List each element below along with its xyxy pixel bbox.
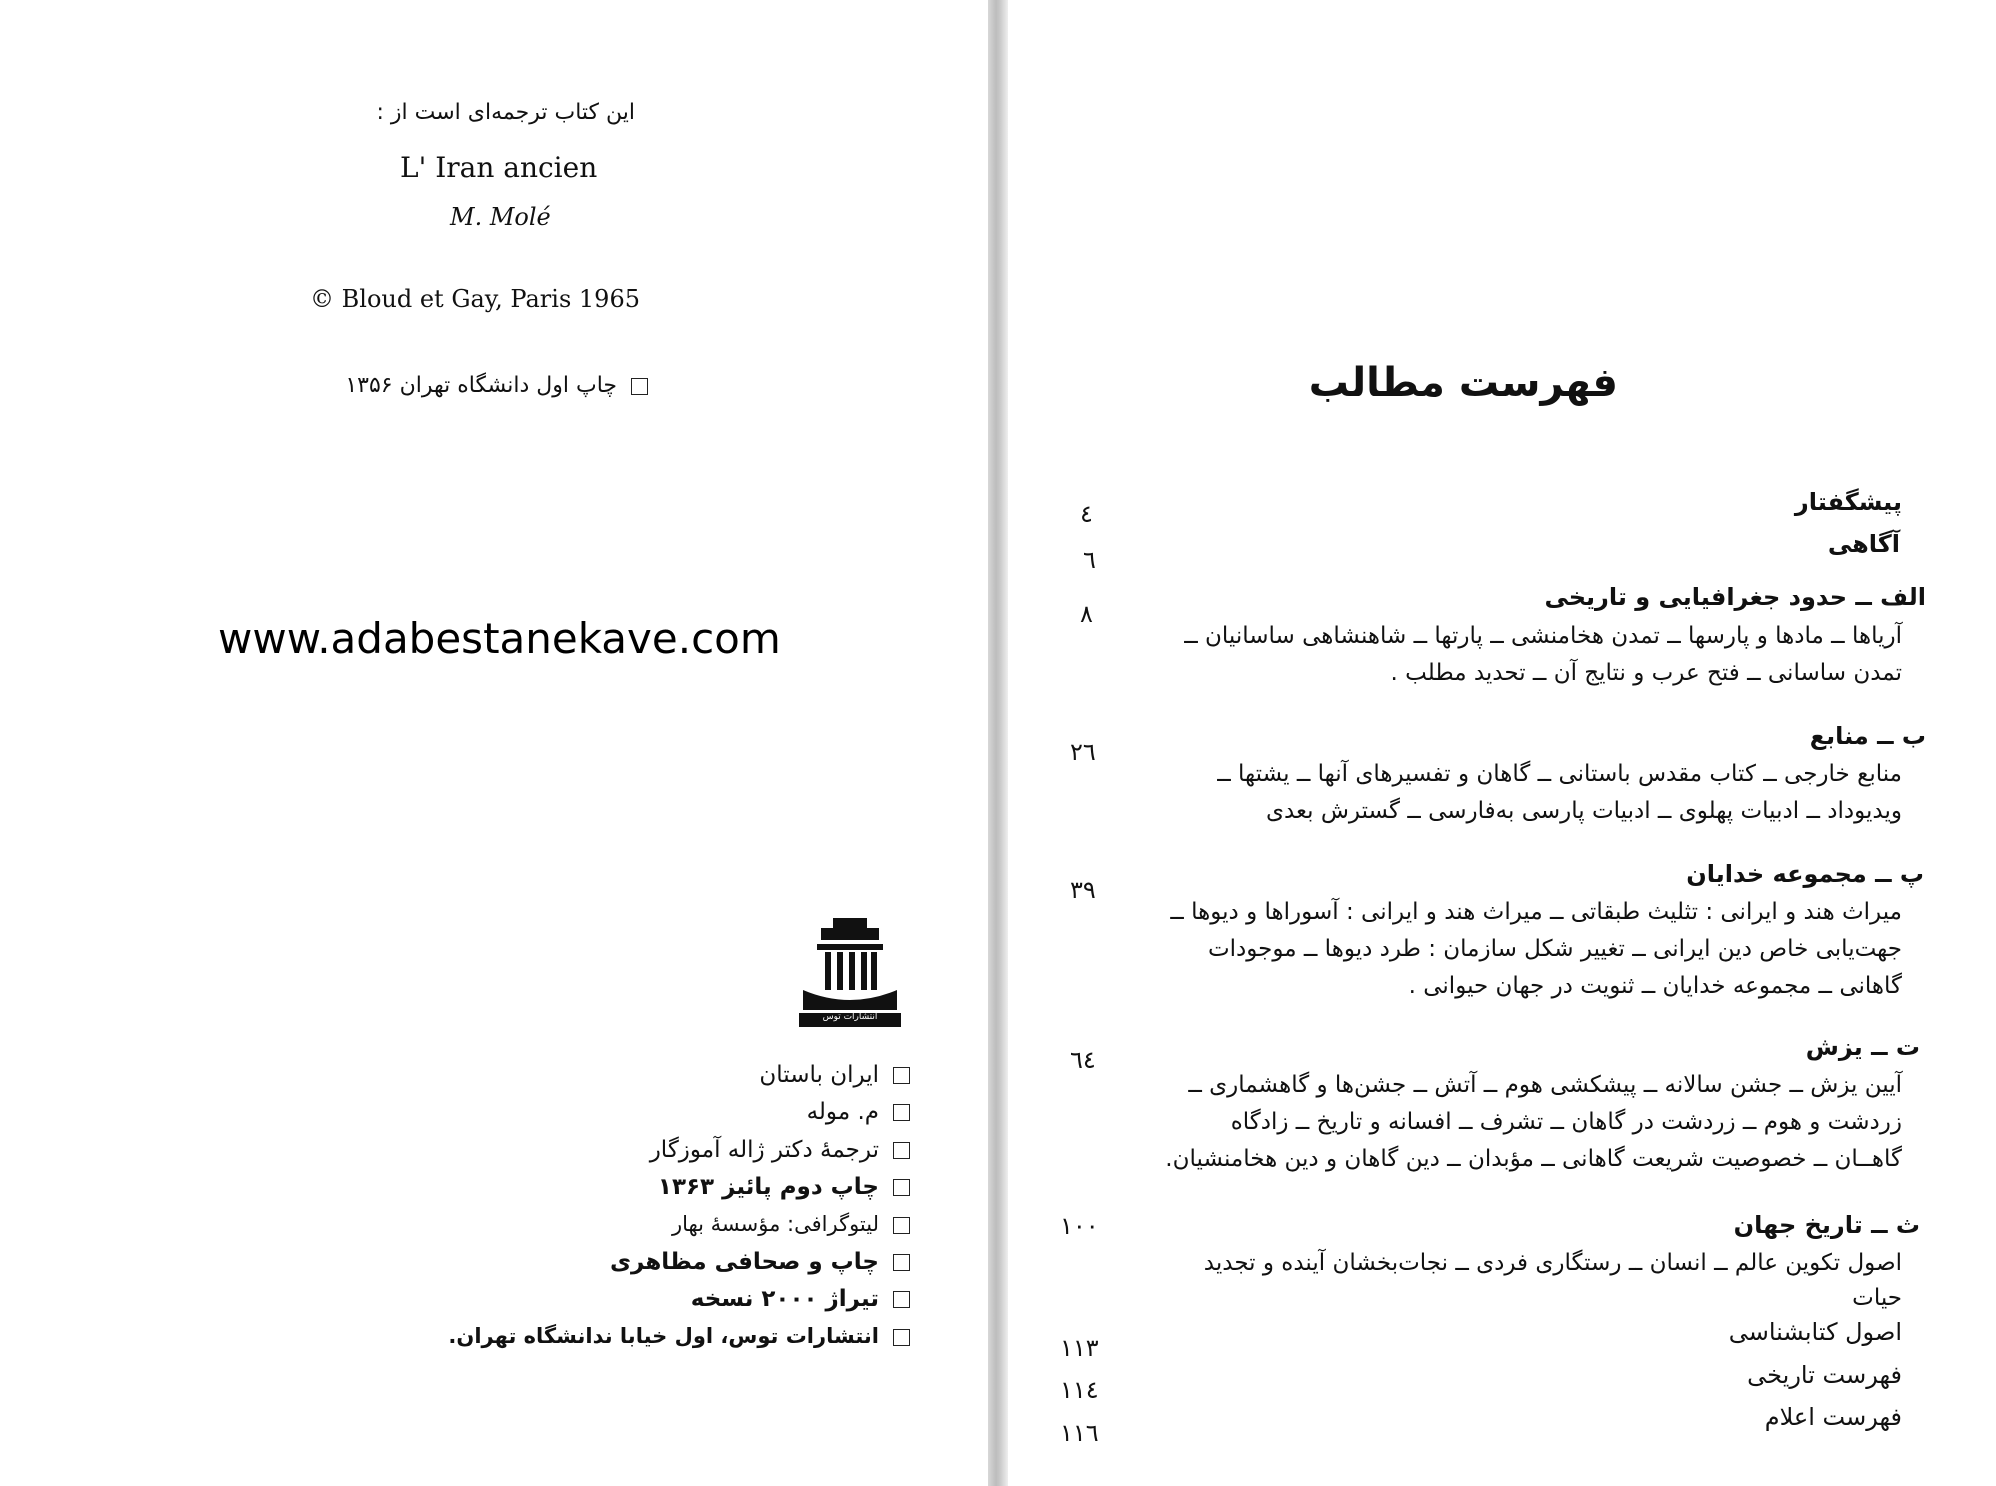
- checkbox-icon: [893, 1217, 910, 1234]
- checkbox-icon: [893, 1254, 910, 1271]
- toc-subline: تمدن ساسانی ــ فتح عرب و نتایج آن ــ تحدید مطلب .: [1390, 660, 1902, 686]
- toc-subline: حیات: [1852, 1285, 1902, 1311]
- toc-page-number: ۱۱٤: [1060, 1376, 1099, 1404]
- toc-page-number: ٨: [1080, 600, 1093, 628]
- checkbox-icon: [893, 1142, 910, 1159]
- publisher-logo-text: انتشارات توس: [822, 1012, 878, 1022]
- checkbox-icon: [893, 1329, 910, 1346]
- toc-subline: میراث هند و ایرانی : تثلیث طبقاتی ــ میراث هند و ایرانی : آسوراها و دیوها ــ: [1170, 899, 1902, 925]
- toc-heading: پ ــ مجموعه خدایان: [1686, 860, 1924, 888]
- original-title: L' Iran ancien: [400, 151, 598, 184]
- colophon-line: چاپ دوم پائیز ۱۳۶۳: [658, 1174, 910, 1200]
- toc-page-number: ۱۰۰: [1060, 1212, 1099, 1240]
- colophon: [300, 1062, 910, 1372]
- watermark-url: www.adabestanekave.com: [218, 614, 781, 663]
- toc-heading: آگاهی: [1827, 530, 1900, 558]
- toc-heading: ث ــ تاریخ جهان: [1733, 1211, 1920, 1239]
- toc-page-number: ۱۱۳: [1060, 1334, 1099, 1362]
- checkbox-icon: [893, 1104, 910, 1121]
- toc-title: فهرست مطالب: [1308, 360, 1618, 406]
- toc-subline: گاهانی ــ مجموعه خدایان ــ ثنویت در جهان حیوانی .: [1408, 973, 1902, 999]
- toc-subline: گاهــان ــ خصوصیت شریعت گاهانی ــ مؤبدان ــ دین گاهان و دین هخامنشیان.: [1165, 1146, 1902, 1172]
- book-gutter: [988, 0, 1008, 1486]
- toc-page-number: ۲٦: [1070, 738, 1096, 766]
- copyright-line: © Bloud et Gay, Paris 1965: [310, 285, 640, 313]
- colophon-line: م. موله: [807, 1099, 910, 1125]
- checkbox-icon: [893, 1067, 910, 1084]
- toc-heading: پیشگفتار: [1794, 488, 1902, 516]
- toc-page-number: ۱۱٦: [1060, 1419, 1099, 1447]
- toc-subline: منابع خارجی ــ کتاب مقدس باستانی ــ گاهان و تفسیرهای آنها ــ یشتها ــ: [1217, 761, 1902, 787]
- checkbox-icon: [893, 1291, 910, 1308]
- toc-subline: زردشت و هوم ــ زردشت در گاهان ــ تشرف ــ افسانه و تاریخ ــ زادگاه: [1230, 1109, 1902, 1135]
- first-print-line: [345, 373, 648, 398]
- original-author: M. Molé: [450, 203, 551, 231]
- left-page: [0, 0, 988, 1486]
- toc-heading: ب ــ منابع: [1809, 722, 1926, 750]
- first-print-text: چاپ اول دانشگاه تهران ۱۳۵۶: [345, 373, 617, 398]
- colophon-line: انتشارات توس، اول خیابا ندانشگاه تهران.: [448, 1324, 910, 1348]
- toc-heading: الف ــ حدود جغرافیایی و تاریخی: [1544, 583, 1926, 611]
- toc-page-number: ٦: [1083, 546, 1096, 574]
- checkbox-icon: [893, 1179, 910, 1196]
- colophon-line: ایران باستان: [759, 1062, 910, 1088]
- toc-page-number: ٦٤: [1070, 1046, 1096, 1074]
- toc-heading: فهرست تاریخی: [1747, 1361, 1902, 1389]
- toc-heading: فهرست اعلام: [1764, 1403, 1902, 1431]
- toc-heading: ت ــ یزش: [1805, 1033, 1920, 1061]
- right-page: [1008, 0, 1996, 1486]
- toc-subline: ویدیوداد ــ ادبیات پهلوی ــ ادبیات پارسی به‌فارسی ــ گسترش بعدی: [1265, 798, 1902, 824]
- toc-page-number: ٤: [1080, 500, 1093, 528]
- toc-subline: اصول تکوین عالم ــ انسان ــ رستگاری فردی ــ نجات‌بخشان آینده و تجدید: [1203, 1250, 1902, 1276]
- toc-subline: آریاها ــ مادها و پارسها ــ تمدن هخامنشی ــ پارتها ــ شاهنشاهی ساسانیان ــ: [1184, 623, 1902, 649]
- toc-subline: جهت‌یابی خاص دین ایرانی ــ تغییر شکل سازمان : طرد دیوها ــ موجودات: [1208, 936, 1902, 962]
- toc-heading: اصول کتابشناسی: [1728, 1318, 1902, 1346]
- translated-from-text: این کتاب ترجمه‌ای است از :: [376, 100, 635, 125]
- colophon-line: تیراژ ۲۰۰۰ نسخه: [691, 1286, 910, 1312]
- toc-page-number: ۳۹: [1070, 876, 1096, 904]
- colophon-line: ترجمهٔ دکتر ژاله آموزگار: [650, 1137, 910, 1163]
- checkbox-icon: [631, 378, 648, 395]
- colophon-line: چاپ و صحافی مظاهری: [610, 1249, 910, 1275]
- colophon-line: لیتوگرافی: مؤسسهٔ بهار: [672, 1212, 910, 1236]
- toc-subline: آیین یزش ــ جشن سالانه ــ پیشکشی هوم ــ آتش ــ جشن‌ها و گاهشماری ــ: [1188, 1072, 1902, 1098]
